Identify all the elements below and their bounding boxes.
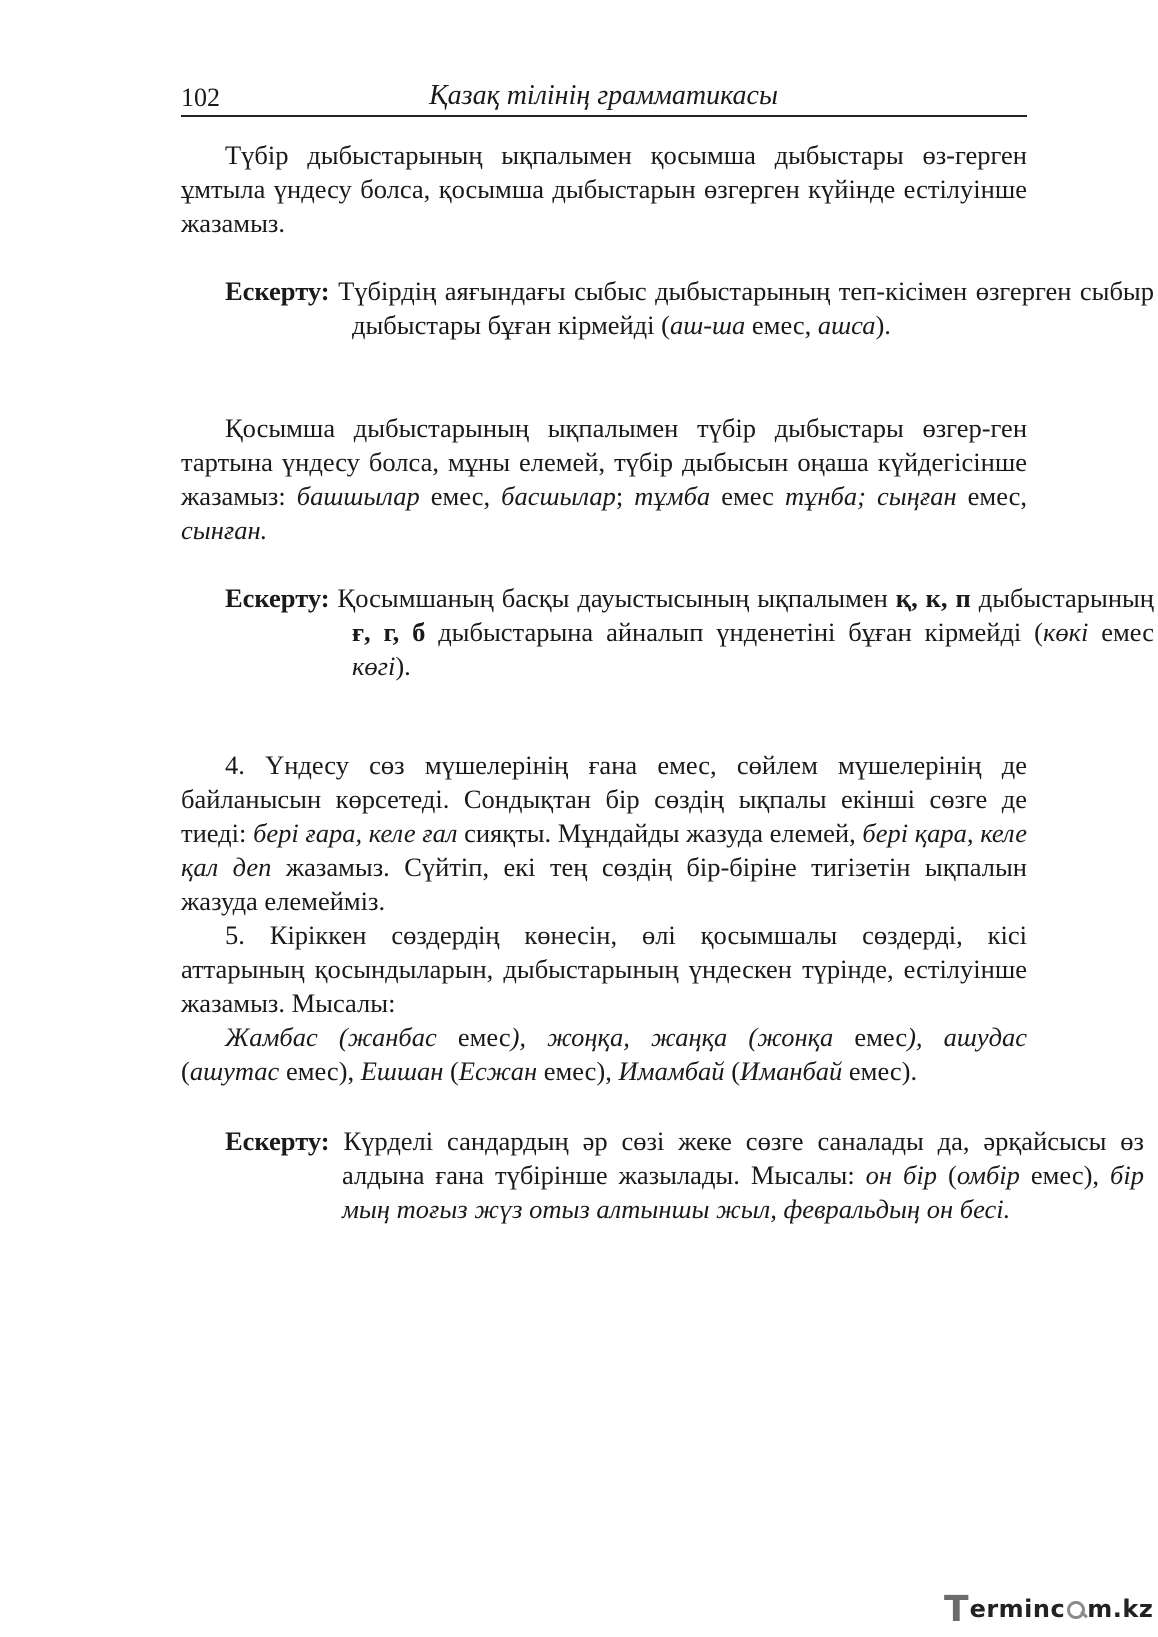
italic-run: башшылар bbox=[296, 481, 420, 511]
note-3 bbox=[225, 1124, 1144, 1226]
paragraph-3 bbox=[181, 748, 1027, 918]
note-label: Ескерту: bbox=[225, 276, 330, 306]
italic-run: бір мың тоғыз жүз отыз алтыншы жыл, февральдың он бесі. bbox=[342, 1160, 1144, 1224]
text-run: емес), bbox=[537, 1056, 619, 1086]
note-label: Ескерту: bbox=[225, 1126, 330, 1156]
italic-run: тұмба bbox=[634, 481, 711, 511]
italic-run: он бір bbox=[865, 1160, 937, 1190]
text-run: дыбыстарына айналып үнденетіні бұған кірмейді ( bbox=[425, 617, 1043, 647]
italic-run: сынған. bbox=[181, 515, 268, 545]
paragraph-5 bbox=[181, 1020, 1027, 1088]
text-run: емес bbox=[710, 481, 786, 511]
watermark-initial: T bbox=[944, 1588, 969, 1630]
watermark-text: erminc bbox=[969, 1595, 1066, 1623]
text-run: ( bbox=[724, 1056, 741, 1086]
text-run: ( bbox=[443, 1056, 459, 1086]
text-run: емес, bbox=[956, 481, 1028, 511]
italic-run: көгі bbox=[352, 651, 396, 681]
text-run: сияқты. Мұндайды жазуда елемей, bbox=[457, 818, 863, 848]
text-run: емес bbox=[436, 1022, 511, 1052]
italic-run: Жамбас (жанбас bbox=[225, 1022, 437, 1052]
text-run: ( bbox=[181, 1056, 190, 1086]
text-run: емес), bbox=[279, 1056, 361, 1086]
bold-run: қ, к, п bbox=[895, 583, 971, 613]
italic-run: ), ашудас bbox=[907, 1022, 1028, 1052]
text-run: Қосымша дыбыстарының ықпалымен түбір дыбыстары өзгер-ген тартына үндесу болса, мұны елемей, түбір дыбысын оңаша күйдегісінше жазамыз: bbox=[181, 413, 1027, 511]
text-run: ; bbox=[615, 481, 635, 511]
note-text: Түбірдің аяғындағы сыбыс дыбыстарының теп-кісімен өзгерген сыбыр дыбыстары бұған кірмейді ( bbox=[329, 276, 1154, 340]
italic-run: ашутас bbox=[189, 1056, 280, 1086]
note-1 bbox=[225, 274, 1154, 342]
text-run: емес bbox=[833, 1022, 908, 1052]
running-title: Қазақ тілінің грамматикасы bbox=[429, 80, 778, 111]
text-run: емес). bbox=[842, 1056, 918, 1086]
italic-run: Есжан bbox=[458, 1056, 538, 1086]
magnifier-icon bbox=[1066, 1598, 1086, 1620]
italic-run: бері ғара, келе ғал bbox=[253, 818, 458, 848]
italic-run: бері қара, келе қал деп bbox=[181, 818, 1028, 882]
text-run: емес bbox=[1088, 617, 1154, 647]
italic-run: басшылар bbox=[501, 481, 616, 511]
note-text: ). bbox=[875, 310, 891, 340]
note-italic: ашса bbox=[817, 310, 876, 340]
note-label: Ескерту: bbox=[225, 583, 330, 613]
italic-run: көкі bbox=[1043, 617, 1089, 647]
text-run: 4. Үндесу сөз мүшелерінің ғана емес, сөйлем мүшелерінің де байланысын көрсетеді. Сондықтан бір сөздің ықпалы екінші сөзге де тиеді: bbox=[181, 750, 1027, 848]
italic-run: тұнба; сыңған bbox=[785, 481, 957, 511]
note-text: емес, bbox=[745, 310, 818, 340]
note-2 bbox=[225, 581, 1154, 683]
paragraph-1: Түбір дыбыстарының ықпалымен қосымша дыбыстары өз-герген ұмтыла үндесу болса, қосымша дыбыстарын өзгерген күйінде естілуінше жазамыз. bbox=[181, 140, 1027, 238]
page-number: 102 bbox=[181, 83, 220, 112]
header-rule bbox=[181, 115, 1027, 117]
italic-run: Ешшан bbox=[360, 1056, 444, 1086]
text-run: жазамыз. Сүйтіп, екі тең сөздің бір-біріне тигізетін ықпалын жазуда елемейміз. bbox=[181, 852, 1027, 916]
watermark-logo[interactable] bbox=[944, 1590, 1153, 1628]
italic-run: Имамбай bbox=[618, 1056, 725, 1086]
text-run: емес, bbox=[419, 481, 502, 511]
paragraph-4: 5. Кіріккен сөздердің көнесін, өлі қосымшалы сөздерді, кісі аттарының қосындыларын, дыбыстарының үндескен түрінде, естілуінше жазамыз. Мысалы: bbox=[181, 920, 1027, 1018]
italic-run: Иманбай bbox=[740, 1056, 843, 1086]
italic-run: ), жоңқа, жаңқа (жонқа bbox=[510, 1022, 834, 1052]
text-run: ( bbox=[937, 1160, 957, 1190]
watermark-text: m.kz bbox=[1087, 1595, 1154, 1623]
paragraph-2 bbox=[181, 411, 1027, 547]
text-run: дыбыстарының bbox=[970, 583, 1154, 613]
italic-run: омбір bbox=[956, 1160, 1020, 1190]
text-run: Күрделі сандардың әр сөзі жеке сөзге саналады да, әрқайсысы өз алдына ғана түбірінше жазылады. Мысалы: bbox=[329, 1126, 1144, 1190]
text-run: емес), bbox=[1019, 1160, 1111, 1190]
text-run: ). bbox=[395, 651, 411, 681]
bold-run: ғ, г, б bbox=[352, 617, 426, 647]
note-italic: аш-ша bbox=[669, 310, 746, 340]
text-run: Қосымшаның басқы дауыстысының ықпалымен bbox=[329, 583, 896, 613]
